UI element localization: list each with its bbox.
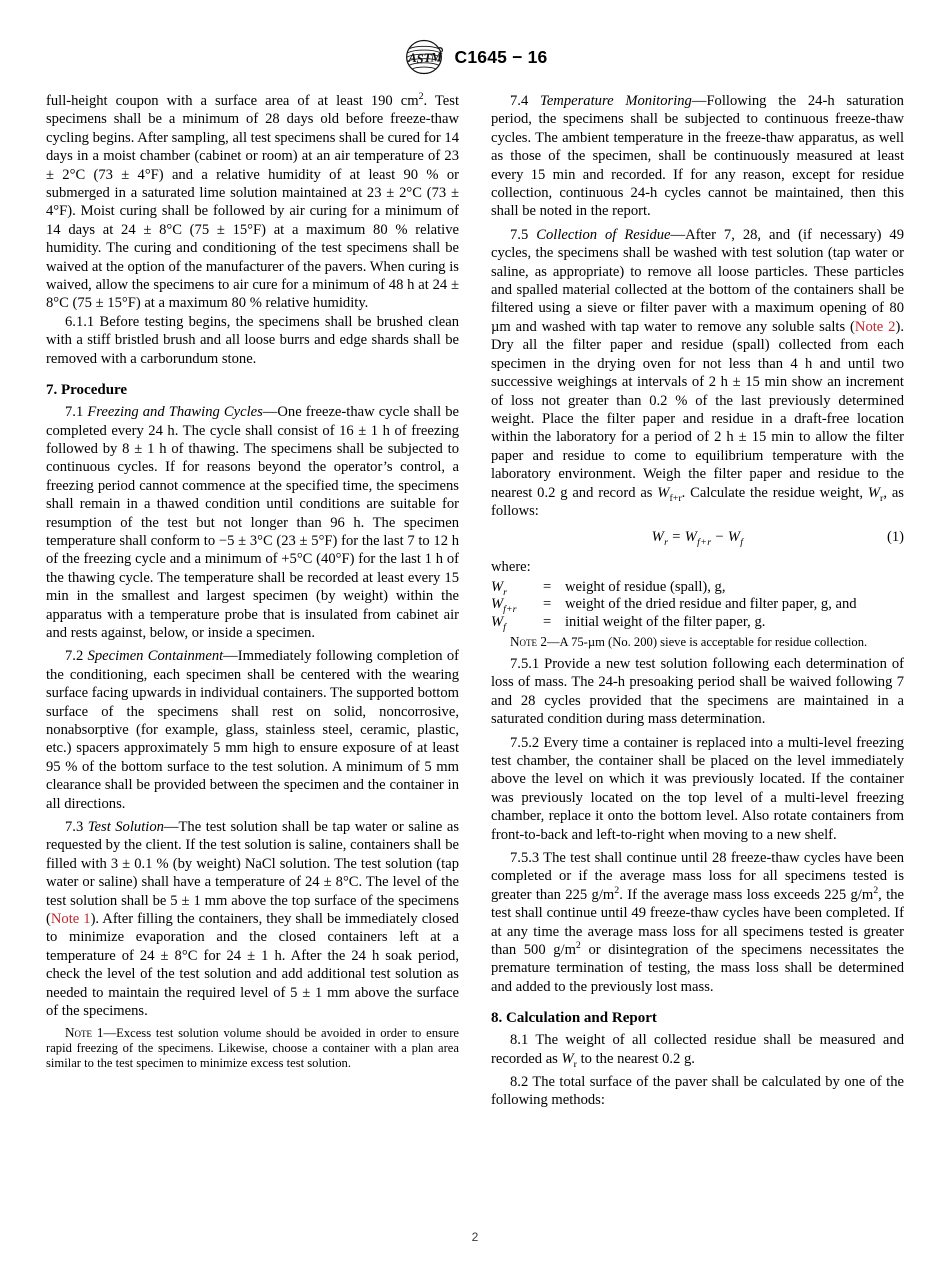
clause-number-7-2: 7.2 <box>65 648 88 665</box>
clause-body-7-5-part3: . Calculate the residue weight, <box>681 484 868 501</box>
definition-text: weight of the dried residue and filter paper, g, and <box>565 596 857 613</box>
symbol-w-r-subscript: r <box>880 492 884 504</box>
clause-body-7-1: —One freeze-thaw cycle shall be completed every 24 h. The cycle shall consist of 16 ± 1 h of freezing followed by 8 ± 1 h of thawing. The specimens shall be subjected to continuous cycles. If for reasons beyond the operator’s control, a freezing period cannot commence at the specified time, the specimens shall remain in a thawed condition until conditions are suitable for resumption of the test but not longer than 96 h. The specimen temperature shall conform to −5 ± 3°C (23 ± 5°F) for the last 7 to 12 h of the freezing cycle and a minimum of +5°C (40°F) for the last 1 h of the thawing cycle. The temperature shall be recorded at least every 15 min in the smallest and largest specimen (by weight) within the apparatus with a temperature probe that is insulated from cabinet air and rests against, below, or inside a specimen. <box>46 404 460 641</box>
symbol-w-fr: W <box>657 484 670 501</box>
clause-8-1-symbol: W <box>561 1050 574 1067</box>
clause-7-5-3-part3: , the test shall continue until 49 freeze-thaw cycles have been completed. If at any time the average mass loss for all specimens tested is greater than 500 g/m <box>491 886 904 959</box>
definition-symbol <box>491 579 543 597</box>
definition-symbol-letter: W <box>491 596 504 613</box>
note-1-reference-link[interactable]: Note 1 <box>50 911 91 928</box>
equation-1-expression <box>491 529 904 549</box>
note-1-label: Note 1 <box>65 1024 104 1040</box>
note-2-block <box>491 634 904 650</box>
section-heading-8: 8. Calculation and Report <box>491 1010 657 1027</box>
symbol-w-fr-subscript: f+r <box>669 492 682 504</box>
symbol-w-r: W <box>867 484 881 501</box>
note-1-block <box>46 1025 459 1072</box>
equation-minus-operator: − <box>715 529 724 546</box>
definition-row <box>491 579 857 597</box>
svg-text:T: T <box>423 50 431 65</box>
paragraph-7-5-2: 7.5.2 Every time a container is replaced into a multi-level freezing test chamber, the container shall be placed on the level immediately above the level on which it was previously located. If the container was previously located on the top level of a multi-level freezing chamber, replace it onto the bottom level. Also rotate containers from front-to-back and left-to-right when moving to a new shelf. <box>491 734 904 843</box>
paragraph-7-1 <box>46 403 459 642</box>
clause-body-7-3-part1: —The test solution shall be tap water or saline as requested by the client. If the test solution is saline, containers shall be filled with 3 ± 0.1 % (by weight) NaCl solution. The test solution (tap water or saline) shall have a temperature of 24 ± 8°C. The level of the test solution shall be 5 ± 1 mm above the top surface of the specimens ( <box>46 819 460 928</box>
clause-7-5-3-part2: . If the average mass loss exceeds 225 g/m <box>619 886 874 903</box>
definition-row <box>491 596 857 614</box>
continuation-text-part2: . Test specimens shall be a minimum of 28 days old before freeze-thaw cycling begins. After sampling, all test specimens shall be cured for 14 days in a moist chamber (cabinet or room) at an air temperature of 23 ± 2°C (73 ± 4°F) and a relative humidity of at least 90 % or submerged in a saturated lime solution maintained at 23 ± 2°C (73 ± 4°F). Moist curing shall be followed by air curing for a minimum of 14 days at 24 ± 8°C (75 ± 15°F) at a maximum 80 % relative humidity. The curing and conditioning of the test specimens shall be waived at the option of the manufacturer of the pavers. When curing is waived, allow the specimens to air cure for a minimum of 48 h at 24 ± 8°C (75 ± 15°F) at a maximum 80 % relative humidity. <box>46 93 460 312</box>
clause-number-7-4: 7.4 <box>510 93 541 109</box>
clause-title-7-2: Specimen Containment <box>87 648 224 665</box>
clause-body-7-5-part1: —After 7, 28, and (if necessary) 49 cycles, the specimens shall be washed with test solution (tap water or saline, as appropriate) to remove all loose particles. These particles and spalled material collected at the bottom of the containers shall be filtered using a sieve or filter paver with a maximum opening of 80 µm and washed with tap water to remove any soluble salts ( <box>491 226 905 335</box>
svg-text:M: M <box>430 50 442 65</box>
note-2-label: Note 2 <box>510 633 547 649</box>
clause-body-7-2: —Immediately following completion of the conditioning, each specimen shall be centered with the wearing surface facing upwards in individual containers. The supported bottom surface of the specimens shall rest on solid, noncorrosive, nonabsorptive (for example, glass, stainless steel, ceramic, plastic, etc.) spacers approximately 5 mm high to ensure exposure of at least 95 % of the bottom surface to the test solution. A minimum of 5 mm clearance shall be provided between the specimen and the container in all directions. <box>46 648 459 812</box>
definition-equals: = <box>543 613 552 630</box>
page-number: 2 <box>471 1230 479 1244</box>
clause-number-7-1: 7.1 <box>65 404 88 421</box>
superscript-square-3: 2 <box>575 940 581 952</box>
equation-1-number: (1) <box>886 529 904 546</box>
definition-symbol-subscript: r <box>503 586 508 598</box>
clause-body-7-5-part2: ). Dry all the filter paper and residue (spall) collected from each specimen in the drying oven for not less than 4 h and until two successive weighings at intervals of 2 h ± 15 min show an increment of loss not greater than 0.2 % of the last previously determined weight. Place the filter paper and residue in a draft-free location within the laboratory for a period of 2 h ± 15 min to allow the filter paper and residue to come to equilibrium temperature with the laboratory environment. Weigh the filter paper and residue to the nearest 0.2 g and record as <box>491 318 904 501</box>
definition-symbol-letter: W <box>491 613 504 630</box>
superscript-square: 2 <box>418 91 424 103</box>
clause-title-7-3: Test Solution <box>87 819 164 836</box>
continuation-text-part1: full-height coupon with a surface area of at least 190 cm <box>46 93 419 109</box>
superscript-square-2: 2 <box>873 884 879 896</box>
clause-8-1-symbol-subscript: r <box>573 1058 577 1070</box>
astm-logo-icon <box>403 38 445 76</box>
note-2-reference-link[interactable]: Note 2 <box>854 318 896 335</box>
clause-8-1-part2: to the nearest 0.2 g. <box>576 1050 695 1067</box>
definition-symbol <box>491 596 543 614</box>
paragraph-8-2: 8.2 The total surface of the paver shall be calculated by one of the following methods: <box>491 1074 904 1109</box>
definition-text: weight of residue (spall), g, <box>565 578 726 595</box>
paragraph-7-5-3 <box>491 849 904 996</box>
paragraph-8-1 <box>491 1031 904 1068</box>
equation-lhs-symbol: W <box>651 529 665 546</box>
svg-text:A: A <box>407 50 417 65</box>
definition-row <box>491 614 857 632</box>
symbol-definition-table <box>491 579 857 632</box>
left-column <box>46 92 459 1110</box>
definition-equals: = <box>543 596 552 613</box>
right-column <box>491 92 904 1110</box>
equation-lhs-subscript: r <box>664 537 669 549</box>
paragraph-6-1-1: 6.1.1 Before testing begins, the specimens shall be brushed clean with a stiff bristled brush and all loose burrs and edge shards shall be removed with a carborundum stone. <box>46 313 459 367</box>
clause-title-7-1: Freezing and Thawing Cycles <box>87 404 263 421</box>
paragraph-7-3 <box>46 818 459 1020</box>
definition-equals: = <box>543 578 552 595</box>
clause-body-7-4: —Following the 24-h saturation period, the specimens shall be subjected to continuous freeze-thaw cycles. The ambient temperature in the freeze-thaw apparatus, as well as those of the specimen, shall be continuously measured at least every 15 min and recorded. If for any reason, except for residue collection, continuous 24-h cycles cannot be maintained, then this shall be noted in the report. <box>491 93 904 220</box>
equation-equals-operator: = <box>672 529 681 546</box>
equation-term2-subscript: f <box>740 537 744 549</box>
note-2-body: —A 75-µm (No. 200) sieve is acceptable for residue collection. <box>546 634 868 649</box>
clause-7-5-3-part4: or disintegration of the specimens necessitates the premature termination of testing, the mass loss shall be determined and added to the previously lost mass. <box>491 942 904 995</box>
equation-1 <box>491 529 904 550</box>
clause-title-7-5: Collection of Residue <box>536 226 671 243</box>
clause-number-7-3: 7.3 <box>65 819 88 836</box>
paragraph-7-5-1: 7.5.1 Provide a new test solution following each determination of loss of mass. The 24-h presoaking period shall be waived following 7 and 28 cycles provided that the specimens are maintained in a saturated condition during mass determination. <box>491 655 904 728</box>
clause-title-7-4: Temperature Monitoring <box>540 93 692 109</box>
note-1-body: —Excess test solution volume should be avoided in order to ensure rapid freezing of the specimens. Likewise, choose a container with a plan area similar to the test specimen to minimize excess test solution. <box>46 1025 459 1071</box>
section-heading-7: 7. Procedure <box>46 382 128 399</box>
equation-term1-subscript: f+r <box>697 537 712 549</box>
definition-symbol <box>491 614 543 632</box>
where-label: where: <box>491 559 531 576</box>
page-header <box>0 38 950 76</box>
clause-8-1-part1: 8.1 The weight of all collected residue shall be measured and recorded as <box>491 1032 904 1067</box>
svg-text:S: S <box>416 51 424 66</box>
two-column-body <box>46 92 904 1110</box>
definition-symbol-subscript: f+r <box>503 604 517 616</box>
clause-number-7-5: 7.5 <box>510 226 537 243</box>
paragraph-7-5 <box>491 226 904 521</box>
clause-body-7-5-part4: , as follows: <box>491 484 904 519</box>
definition-symbol-subscript: f <box>503 621 506 633</box>
superscript-square-1: 2 <box>614 884 620 896</box>
paragraph-continuation <box>46 92 459 313</box>
clause-body-7-3-part2: ). After filling the containers, they shall be immediately closed to minimize evaporation and the closed containers left at a temperature of 24 ± 8°C for 24 ± 1 h. After the 24 h soak period, check the level of the test solution and add additional test solution as needed to maintain the required level of 5 ± 1 mm above the surface of the specimens. <box>46 911 459 1020</box>
equation-term1-symbol: W <box>684 529 698 546</box>
page-footer <box>0 1230 950 1244</box>
definition-text: initial weight of the filter paper, g. <box>565 613 766 630</box>
clause-7-5-3-part1: 7.5.3 The test shall continue until 28 freeze-thaw cycles have been completed or if the average mass loss for all specimens tested is greater than 225 g/m <box>491 850 904 903</box>
paragraph-7-4 <box>491 92 904 221</box>
document-designation: C1645 − 16 <box>454 46 548 67</box>
paragraph-7-2 <box>46 647 459 813</box>
equation-term2-symbol: W <box>727 529 741 546</box>
definition-symbol-letter: W <box>491 578 504 595</box>
